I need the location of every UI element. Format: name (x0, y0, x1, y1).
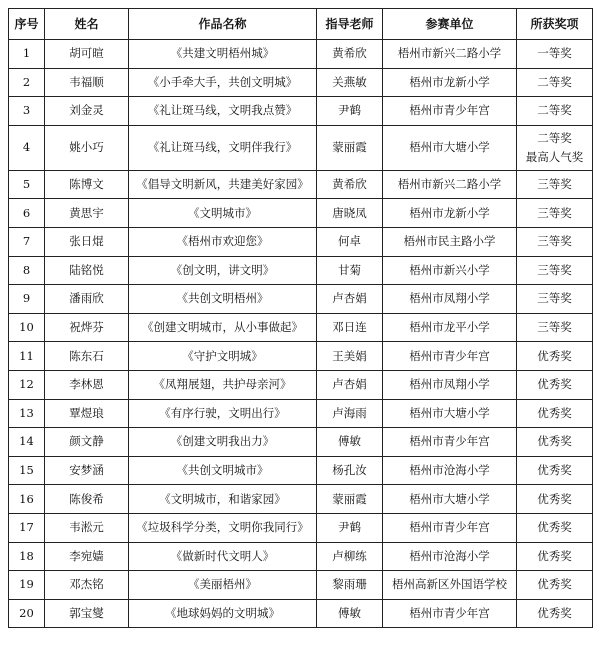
cell-work: 《礼让斑马线，文明伴我行》 (129, 125, 317, 170)
cell-work: 《梧州市欢迎您》 (129, 227, 317, 256)
cell-teacher: 卢杏娟 (317, 285, 383, 314)
award-primary: 三等奖 (537, 205, 572, 220)
cell-teacher: 王美娟 (317, 342, 383, 371)
table-row (9, 68, 593, 97)
header-no: 序号 (9, 9, 45, 40)
cell-unit: 梧州市民主路小学 (383, 227, 517, 256)
cell-teacher: 邓日连 (317, 313, 383, 342)
cell-award (517, 256, 593, 285)
cell-name: 陈俊希 (45, 485, 129, 514)
cell-unit: 梧州市大塘小学 (383, 399, 517, 428)
table-row (9, 97, 593, 126)
cell-unit: 梧州市青少年宫 (383, 97, 517, 126)
cell-name: 郭宝燮 (45, 599, 129, 628)
cell-no: 13 (9, 399, 45, 428)
cell-work: 《凤翔展翅，共护母亲河》 (129, 370, 317, 399)
cell-award (517, 571, 593, 600)
cell-unit: 梧州市青少年宫 (383, 428, 517, 457)
award-secondary: 最高人气奖 (525, 149, 584, 164)
cell-award (517, 97, 593, 126)
table-row (9, 399, 593, 428)
cell-name: 李林恩 (45, 370, 129, 399)
header-unit: 参赛单位 (383, 9, 517, 40)
cell-unit: 梧州市凤翔小学 (383, 285, 517, 314)
cell-work: 《创建文明城市，从小事做起》 (129, 313, 317, 342)
award-primary: 三等奖 (537, 177, 572, 192)
cell-award (517, 125, 593, 170)
cell-no: 1 (9, 40, 45, 69)
header-teacher: 指导老师 (317, 9, 383, 40)
cell-award (517, 170, 593, 199)
cell-teacher: 蒙丽霞 (317, 485, 383, 514)
cell-teacher: 何卓 (317, 227, 383, 256)
award-primary: 优秀奖 (537, 434, 572, 449)
cell-no: 16 (9, 485, 45, 514)
cell-name: 韦淞元 (45, 513, 129, 542)
award-primary: 三等奖 (537, 262, 572, 277)
cell-name: 胡可暄 (45, 40, 129, 69)
cell-name: 姚小巧 (45, 125, 129, 170)
cell-name: 潘雨欣 (45, 285, 129, 314)
table-row (9, 170, 593, 199)
cell-unit: 梧州市龙新小学 (383, 199, 517, 228)
cell-no: 9 (9, 285, 45, 314)
cell-award (517, 399, 593, 428)
table-row (9, 125, 593, 170)
cell-name: 黄思宇 (45, 199, 129, 228)
cell-work: 《创文明，讲文明》 (129, 256, 317, 285)
cell-teacher: 傅敏 (317, 599, 383, 628)
cell-teacher: 卢杏娟 (317, 370, 383, 399)
cell-award (517, 428, 593, 457)
header-work: 作品名称 (129, 9, 317, 40)
cell-award (517, 513, 593, 542)
cell-name: 邓杰铭 (45, 571, 129, 600)
cell-work: 《地球妈妈的文明城》 (129, 599, 317, 628)
cell-work: 《垃圾科学分类，文明你我同行》 (129, 513, 317, 542)
table-row (9, 342, 593, 371)
cell-no: 19 (9, 571, 45, 600)
award-primary: 优秀奖 (537, 491, 572, 506)
cell-unit: 梧州市新兴小学 (383, 256, 517, 285)
table-row (9, 313, 593, 342)
header-award: 所获奖项 (517, 9, 593, 40)
table-row (9, 542, 593, 571)
cell-unit: 梧州市凤翔小学 (383, 370, 517, 399)
cell-work: 《有序行驶，文明出行》 (129, 399, 317, 428)
cell-name: 覃煜琅 (45, 399, 129, 428)
table-row (9, 199, 593, 228)
cell-unit: 梧州市青少年宫 (383, 599, 517, 628)
cell-teacher: 甘菊 (317, 256, 383, 285)
results-table (8, 8, 593, 628)
cell-unit: 梧州市沧海小学 (383, 456, 517, 485)
cell-no: 5 (9, 170, 45, 199)
cell-teacher: 黄希欣 (317, 40, 383, 69)
cell-teacher: 傅敏 (317, 428, 383, 457)
cell-no: 11 (9, 342, 45, 371)
table-row (9, 256, 593, 285)
cell-name: 颜文静 (45, 428, 129, 457)
cell-unit: 梧州市新兴二路小学 (383, 170, 517, 199)
cell-work: 《创建文明我出力》 (129, 428, 317, 457)
award-primary: 优秀奖 (537, 577, 572, 592)
cell-work: 《倡导文明新风，共建美好家园》 (129, 170, 317, 199)
table-row (9, 285, 593, 314)
table-row (9, 40, 593, 69)
cell-work: 《文明城市，和谐家园》 (129, 485, 317, 514)
cell-no: 3 (9, 97, 45, 126)
cell-award (517, 456, 593, 485)
results-table-container (8, 8, 592, 628)
cell-unit: 梧州市大塘小学 (383, 125, 517, 170)
award-primary: 一等奖 (537, 46, 572, 61)
cell-unit: 梧州市青少年宫 (383, 342, 517, 371)
cell-unit: 梧州市龙新小学 (383, 68, 517, 97)
award-primary: 优秀奖 (537, 405, 572, 420)
cell-teacher: 关燕敏 (317, 68, 383, 97)
cell-name: 李宛嫱 (45, 542, 129, 571)
cell-no: 18 (9, 542, 45, 571)
award-primary: 二等奖 (537, 130, 572, 145)
cell-teacher: 卢柳练 (317, 542, 383, 571)
cell-no: 14 (9, 428, 45, 457)
table-row (9, 485, 593, 514)
header-name: 姓名 (45, 9, 129, 40)
cell-name: 张日焜 (45, 227, 129, 256)
cell-teacher: 尹鹤 (317, 513, 383, 542)
award-primary: 三等奖 (537, 291, 572, 306)
table-row (9, 599, 593, 628)
cell-no: 7 (9, 227, 45, 256)
cell-award (517, 342, 593, 371)
cell-no: 17 (9, 513, 45, 542)
cell-teacher: 黎雨珊 (317, 571, 383, 600)
cell-name: 祝烨芬 (45, 313, 129, 342)
cell-no: 6 (9, 199, 45, 228)
cell-work: 《礼让斑马线，文明我点赞》 (129, 97, 317, 126)
cell-award (517, 40, 593, 69)
cell-work: 《文明城市》 (129, 199, 317, 228)
cell-work: 《共创文明城市》 (129, 456, 317, 485)
cell-name: 陈东石 (45, 342, 129, 371)
cell-award (517, 485, 593, 514)
cell-work: 《美丽梧州》 (129, 571, 317, 600)
award-primary: 优秀奖 (537, 377, 572, 392)
table-row (9, 513, 593, 542)
cell-name: 安梦涵 (45, 456, 129, 485)
cell-no: 10 (9, 313, 45, 342)
cell-work: 《共建文明梧州城》 (129, 40, 317, 69)
cell-teacher: 黄希欣 (317, 170, 383, 199)
award-primary: 优秀奖 (537, 348, 572, 363)
cell-award (517, 370, 593, 399)
header-row (9, 9, 593, 40)
cell-no: 4 (9, 125, 45, 170)
cell-award (517, 68, 593, 97)
award-primary: 三等奖 (537, 234, 572, 249)
cell-unit: 梧州市新兴二路小学 (383, 40, 517, 69)
cell-work: 《共创文明梧州》 (129, 285, 317, 314)
cell-name: 陆铭悦 (45, 256, 129, 285)
cell-unit: 梧州市大塘小学 (383, 485, 517, 514)
table-row (9, 227, 593, 256)
cell-no: 8 (9, 256, 45, 285)
award-primary: 优秀奖 (537, 548, 572, 563)
cell-unit: 梧州市龙平小学 (383, 313, 517, 342)
cell-award (517, 599, 593, 628)
cell-teacher: 蒙丽霞 (317, 125, 383, 170)
award-primary: 优秀奖 (537, 463, 572, 478)
cell-name: 韦福顺 (45, 68, 129, 97)
cell-no: 20 (9, 599, 45, 628)
cell-work: 《小手牵大手，共创文明城》 (129, 68, 317, 97)
table-row (9, 370, 593, 399)
cell-award (517, 542, 593, 571)
cell-no: 2 (9, 68, 45, 97)
cell-teacher: 卢海雨 (317, 399, 383, 428)
table-row (9, 428, 593, 457)
cell-award (517, 285, 593, 314)
award-primary: 二等奖 (537, 103, 572, 118)
award-primary: 二等奖 (537, 74, 572, 89)
cell-work: 《守护文明城》 (129, 342, 317, 371)
award-primary: 三等奖 (537, 320, 572, 335)
table-row (9, 571, 593, 600)
cell-teacher: 杨孔汝 (317, 456, 383, 485)
cell-unit: 梧州市青少年宫 (383, 513, 517, 542)
cell-name: 陈博文 (45, 170, 129, 199)
cell-award (517, 227, 593, 256)
cell-name: 刘金灵 (45, 97, 129, 126)
cell-work: 《做新时代文明人》 (129, 542, 317, 571)
cell-award (517, 313, 593, 342)
cell-no: 15 (9, 456, 45, 485)
cell-unit: 梧州高新区外国语学校 (383, 571, 517, 600)
table-row (9, 456, 593, 485)
award-primary: 优秀奖 (537, 520, 572, 535)
cell-award (517, 199, 593, 228)
cell-unit: 梧州市沧海小学 (383, 542, 517, 571)
cell-teacher: 唐晓凤 (317, 199, 383, 228)
table-body (9, 40, 593, 628)
award-primary: 优秀奖 (537, 605, 572, 620)
cell-teacher: 尹鹤 (317, 97, 383, 126)
cell-no: 12 (9, 370, 45, 399)
